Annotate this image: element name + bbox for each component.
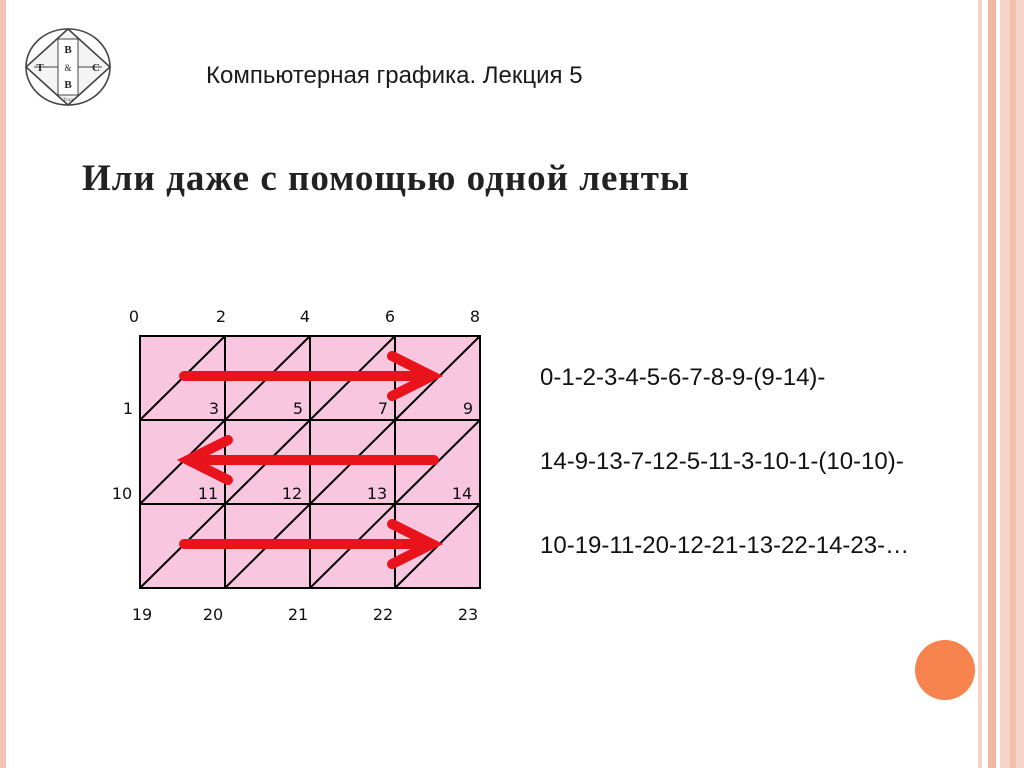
lecture-title: Компьютерная графика. Лекция 5	[206, 62, 583, 89]
vertex-label: 14	[451, 484, 473, 503]
svg-text:B: B	[64, 44, 72, 56]
vertex-label: 20	[202, 605, 224, 624]
vertex-label: 3	[208, 399, 220, 418]
vertex-label: 13	[366, 484, 388, 503]
vertex-label: 0	[128, 307, 140, 326]
right-decorative-stripe	[988, 0, 996, 768]
vertex-sequence-1: 0-1-2-3-4-5-6-7-8-9-(9-14)-	[540, 364, 826, 391]
vertex-label: 10	[111, 484, 133, 503]
vertex-label: 7	[377, 399, 389, 418]
vertex-label: 12	[281, 484, 303, 503]
svg-text:Тгад: Тгад	[63, 98, 73, 103]
svg-text:C: C	[92, 62, 100, 74]
tvb-logo	[22, 26, 114, 108]
vertex-sequence-3: 10-19-11-20-12-21-13-22-14-23-…	[540, 532, 910, 559]
vertex-label: 5	[292, 399, 304, 418]
svg-text:B: B	[64, 79, 72, 91]
vertex-label: 11	[197, 484, 219, 503]
right-decorative-stripe	[1010, 0, 1016, 768]
vertex-label: 6	[384, 307, 396, 326]
vertex-label: 23	[457, 605, 479, 624]
left-decorative-border	[0, 0, 6, 768]
vertex-label: 21	[287, 605, 309, 624]
vertex-label: 1	[122, 399, 134, 418]
svg-text:T: T	[36, 62, 44, 74]
vertex-sequence-2: 14-9-13-7-12-5-11-3-10-1-(10-10)-	[540, 448, 904, 475]
triangle-strip-diagram	[100, 296, 510, 636]
vertex-label: 22	[372, 605, 394, 624]
vertex-label: 4	[299, 307, 311, 326]
vertex-label: 8	[469, 307, 481, 326]
decorative-orange-circle	[915, 640, 975, 700]
vertex-label: 19	[131, 605, 153, 624]
slide-heading: Или даже с помощью одной ленты	[82, 158, 690, 199]
vertex-label: 2	[215, 307, 227, 326]
vertex-label: 9	[462, 399, 474, 418]
svg-text:&: &	[64, 63, 72, 73]
right-decorative-stripe	[978, 0, 982, 768]
